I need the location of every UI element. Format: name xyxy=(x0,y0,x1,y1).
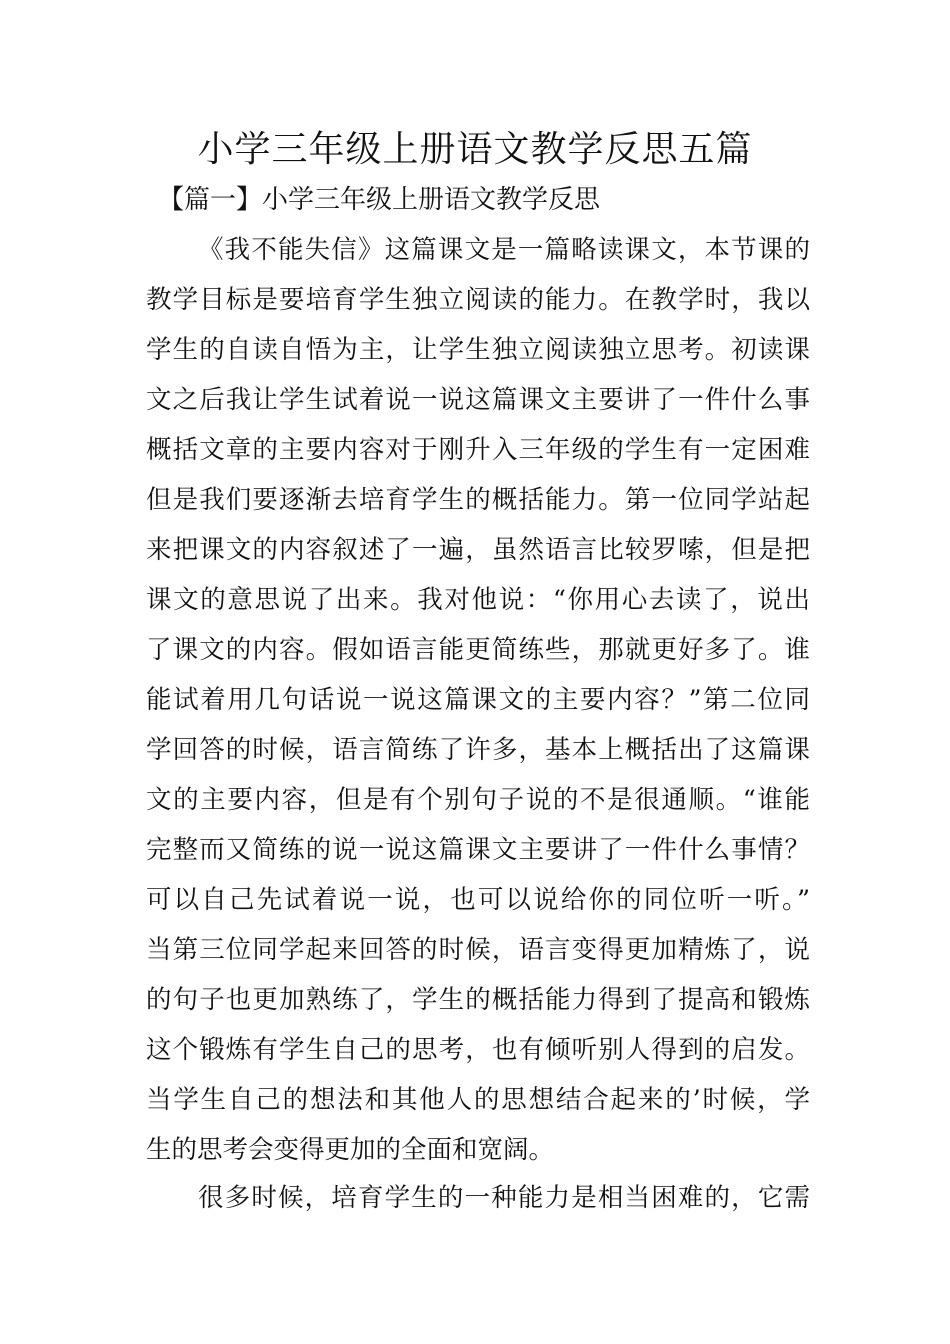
paragraph-line: 但是我们要逐渐去培育学生的概括能力。第一位同学站起 xyxy=(146,485,810,515)
paragraph-2 xyxy=(146,1173,810,1223)
paragraph-line: 《我不能失信》这篇课文是一篇略读课文，本节课的 xyxy=(198,235,810,265)
document-title: 小学三年级上册语文教学反思五篇 xyxy=(197,129,753,170)
paragraph-line: 生的思考会变得更加的全面和宽阔。 xyxy=(146,1135,555,1165)
paragraph-line: 很多时候，培育学生的一种能力是相当困难的，它需 xyxy=(198,1183,810,1213)
paragraph-line: 了课文的内容。假如语言能更简练些，那就更好多了。谁 xyxy=(146,635,810,665)
paragraph-line: 的句子也更加熟练了，学生的概括能力得到了提高和锻炼 xyxy=(146,985,810,1015)
paragraph-line: 学回答的时候，语言简练了许多，基本上概括出了这篇课 xyxy=(146,735,810,765)
paragraph-line: 这个锻炼有学生自己的思考，也有倾听别人得到的启发。 xyxy=(146,1035,810,1065)
paragraph-line: 可以自己先试着说一说，也可以说给你的同位听一听。” xyxy=(146,885,810,915)
paragraph-line: 能试着用几句话说一说这篇课文的主要内容？”第二位同 xyxy=(146,685,810,715)
paragraph-line: 来把课文的内容叙述了一遍，虽然语言比较罗嗦，但是把 xyxy=(146,535,810,565)
paragraph-line: 完整而又简练的说一说这篇课文主要讲了一件什么事情？ xyxy=(146,835,810,865)
paragraph-line: 教学目标是要培育学生独立阅读的能力。在教学时，我以 xyxy=(146,285,810,315)
section-heading: 【篇一】小学三年级上册语文教学反思 xyxy=(158,185,601,215)
paragraph-line: 课文的意思说了出来。我对他说：“你用心去读了，说出 xyxy=(146,585,810,615)
paragraph-line: 当学生自己的想法和其他人的思想结合起来的’时候，学 xyxy=(146,1085,810,1115)
paragraph-line: 文的主要内容，但是有个别句子说的不是很通顺。“谁能 xyxy=(146,785,810,815)
paragraph-line: 文之后我让学生试着说一说这篇课文主要讲了一件什么事 xyxy=(146,385,810,415)
paragraph-1 xyxy=(146,225,810,1175)
paragraph-line: 学生的自读自悟为主，让学生独立阅读独立思考。初读课 xyxy=(146,335,810,365)
paragraph-line: 概括文章的主要内容对于刚升入三年级的学生有一定困难 xyxy=(146,435,810,465)
paragraph-line: 当第三位同学起来回答的时候，语言变得更加精炼了，说 xyxy=(146,935,810,965)
